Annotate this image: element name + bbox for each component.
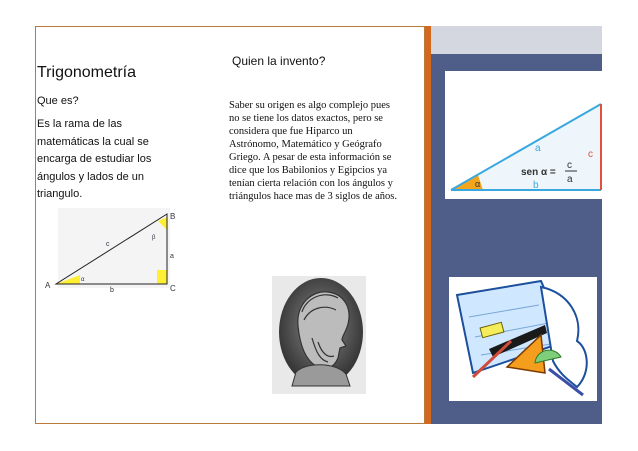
right-angle-shading [157, 270, 167, 284]
formula-numerator: c [567, 160, 572, 171]
side-a-label: a [535, 143, 541, 154]
angle-label: α [475, 179, 481, 189]
hipparchus-portrait [272, 276, 366, 394]
alpha-label: α [81, 277, 85, 283]
question-heading: Quien la invento? [232, 54, 326, 68]
right-triangle-figure [40, 208, 190, 293]
side-a-label: a [170, 253, 174, 260]
side-c-label: c [588, 149, 593, 160]
side-b-label: b [533, 180, 539, 191]
vertex-c-label: C [170, 284, 176, 293]
history-text: Saber su origen es algo complejo pues no se tiene los datos exactos, pero se considera que fue Hiparco un Astrónomo, Matemático y Geógrafo Griego. A pesar de esta información se dice que los Babilonios y Egipcios ya tenían cierta relación con los ángulos y triángulos hace mas de 3 siglos de años. [229, 100, 397, 202]
beta-label: β [152, 235, 156, 241]
formula-denominator: a [567, 174, 573, 185]
sine-formula-figure [445, 71, 605, 199]
side-c-label: c [106, 241, 110, 248]
vertex-b-label: B [170, 212, 176, 221]
definition-text: Es la rama de las matemáticas la cual se encarga de estudiar los ángulos y lados de un triangulo. [37, 118, 152, 200]
drafting-tools-clipart [449, 277, 597, 401]
vertex-a-label: A [45, 281, 51, 290]
page-title: Trigonometría [37, 64, 136, 81]
formula-lhs: sen α = [521, 167, 556, 178]
side-b-label: b [110, 287, 114, 293]
subheading: Que es? [37, 95, 79, 107]
right-top-strip [431, 26, 602, 54]
